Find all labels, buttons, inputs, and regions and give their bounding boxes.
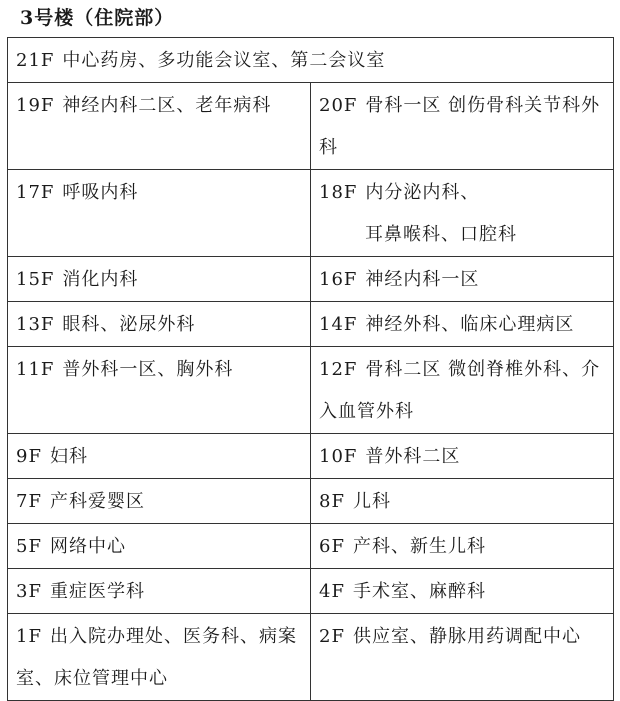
floor-departments: 普外科二区 [365,446,461,467]
floor-departments: 网络中心 [49,536,126,557]
floor-cell [8,569,311,614]
floor-cell [8,614,311,701]
floor-cell [8,434,311,479]
table-row [8,434,614,479]
floor-number: 7F [16,491,42,512]
floor-cell [311,434,614,479]
floor-number: 16F [319,269,358,290]
floor-cell [8,257,311,302]
floor-number: 2F [319,626,345,647]
table-row [8,38,614,83]
floor-cell [8,524,311,569]
floor-departments-continued: 耳鼻喉科、口腔科 [365,224,517,245]
floor-departments: 骨科二区 微创脊椎外科、介入血管外科 [319,359,601,422]
floor-cell [311,83,614,170]
floor-departments: 骨科一区 创伤骨科关节科外科 [319,95,601,158]
table-row [8,524,614,569]
floor-number: 20F [319,95,358,116]
floor-number: 21F [16,50,55,71]
floor-cell [8,302,311,347]
floor-cell [311,524,614,569]
floor-number: 19F [16,95,55,116]
table-row [8,83,614,170]
floor-cell [8,347,311,434]
floor-cell [8,479,311,524]
floor-directory-table [7,37,614,701]
table-row [8,302,614,347]
floor-departments: 供应室、静脉用药调配中心 [352,626,581,647]
floor-number: 4F [319,581,345,602]
floor-departments: 内分泌内科、 [365,182,480,203]
floor-departments: 神经内科二区、老年病科 [62,95,272,116]
floor-departments: 中心药房、多功能会议室、第二会议室 [62,50,386,71]
floor-cell [311,257,614,302]
floor-departments: 产科爱婴区 [49,491,145,512]
floor-number: 8F [319,491,345,512]
floor-departments: 眼科、泌尿外科 [62,314,196,335]
floor-departments: 手术室、麻醉科 [352,581,486,602]
floor-departments: 神经外科、临床心理病区 [365,314,575,335]
floor-number: 6F [319,536,345,557]
table-row [8,479,614,524]
floor-cell [311,347,614,434]
floor-departments: 消化内科 [62,269,139,290]
floor-departments: 出入院办理处、医务科、病案室、床位管理中心 [16,626,297,689]
floor-number: 13F [16,314,55,335]
page-title: 3号楼（住院部） [20,7,175,29]
floor-cell [8,38,614,83]
floor-number: 10F [319,446,358,467]
floor-departments: 产科、新生儿科 [352,536,486,557]
table-row [8,569,614,614]
floor-cell [311,569,614,614]
table-row [8,614,614,701]
floor-cell [311,479,614,524]
floor-departments: 神经内科一区 [365,269,480,290]
floor-cell [311,614,614,701]
floor-number: 1F [16,626,42,647]
floor-departments: 儿科 [352,491,391,512]
floor-departments: 呼吸内科 [62,182,139,203]
floor-cell [8,170,311,257]
floor-number: 17F [16,182,55,203]
floor-number: 12F [319,359,358,380]
table-row [8,170,614,257]
table-row [8,347,614,434]
floor-number: 15F [16,269,55,290]
floor-number: 14F [319,314,358,335]
floor-cell [311,170,614,257]
floor-departments: 重症医学科 [49,581,145,602]
floor-number: 9F [16,446,42,467]
floor-cell [311,302,614,347]
floor-departments: 普外科一区、胸外科 [62,359,234,380]
floor-number: 3F [16,581,42,602]
floor-number: 18F [319,182,358,203]
floor-cell [8,83,311,170]
floor-number: 5F [16,536,42,557]
table-row [8,257,614,302]
floor-departments: 妇科 [49,446,88,467]
floor-number: 11F [16,359,55,380]
